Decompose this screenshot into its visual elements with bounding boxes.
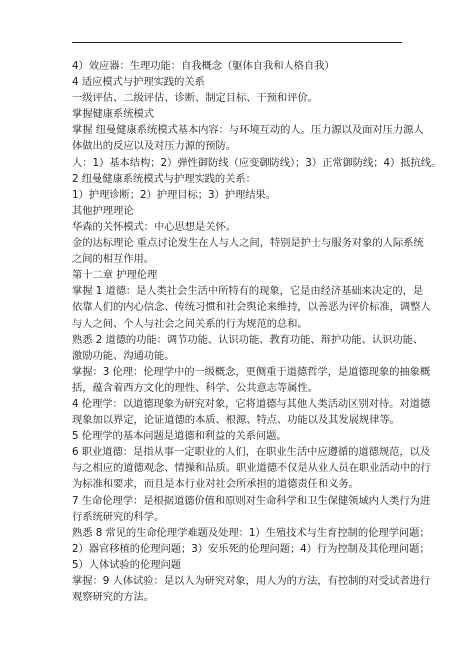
text-line: 2）器官移植的伦理问题；3）安乐死的伦理问题；4）行为控制及其伦理问题； [72,542,430,555]
text-line: 依靠人们的内心信念、传统习惯和社会舆论来维持，以善恶为评价标准，调整人 [72,301,431,314]
text-line: 掌握：9 人体试验：是以人为研究对象，用人为的方法，有控制的对受试者进行 [72,575,431,587]
text-line: 之间的相互作用。 [72,253,154,266]
document-body [72,58,442,605]
text-line: 4）效应器：生理功能：自我概念（躯体自我和人格自我） [72,60,335,72]
text-line: 熟悉 8 常见的生命伦理学难题及处理：1）生殖技术与生育控制的伦理学问题； [72,526,430,539]
text-line: 括，蕴含着西方文化的理性、科学、公共意志等属性。 [72,381,318,394]
text-line: 2 纽曼健康系统模式与护理实践的关系： [72,172,256,185]
text-line: 掌握：3 伦理：伦理学中的一级概念，更侧重于道德哲学，是道德现象的抽象概 [72,365,431,378]
header-rule [72,42,402,43]
text-line: 现象加以界定，论证道德的本质、根源、特点、功能以及其发展规律等。 [72,414,400,427]
text-line: 体做出的反应以及对压力源的预防。 [72,140,236,153]
text-line: 一级评估、二级评估、诊断、制定目标、干预和评价。 [72,92,318,105]
text-line: 4 适应模式与护理实践的关系 [72,76,205,89]
text-line: 第十二章 护理伦理 [72,269,158,282]
text-line: 与人之间、个人与社会之间关系的行为规范的总和。 [72,317,308,330]
text-line: 掌握健康系统模式 [72,108,154,121]
text-line: 行系统研究的科学。 [72,510,165,523]
text-line: 6 职业道德：是指从事一定职业的人们，在职业生活中应遵循的道德规范，以及 [72,446,431,459]
text-line: 7 生命伦理学：是根据道德价值和原则对生命科学和卫生保健领域内人类行为进 [72,494,431,507]
text-line: 熟悉 2 道德的功能：调节功能、认识功能、教育功能、辩护功能、认识功能、 [72,333,424,346]
text-line: 掌握 纽曼健康系统模式基本内容：与环境互动的人。压力源以及面对压力源人 [72,124,424,137]
text-line: 激励功能、沟通功能。 [72,349,175,362]
text-line: 与之相应的道德观念、情操和品质。职业道德不仅是从业人员在职业活动中的行 [72,462,431,475]
text-line: 5 伦理学的基本问题是道德和利益的关系问题。 [72,430,287,443]
text-line: 1）护理诊断；2）护理目标；3）护理结果。 [72,188,276,201]
text-line: 金的达标理论 重点讨论发生在人与人之间，特别是护士与服务对象的人际系统 [72,237,424,250]
text-line: 华森的关怀模式：中心思想是关怀。 [72,220,236,233]
text-line: 其他护理理论 [72,204,134,217]
text-line: 4 伦理学：以道德现象为研究对象，它将道德与其他人类活动区别对待。对道德 [72,397,431,410]
text-line: 5）人体试验的伦理问题 [72,558,181,571]
text-line: 为标准和要求，而且是本行业对社会所承担的道德责任和义务。 [72,478,359,491]
text-line: 掌握 1 道德：是人类社会生活中所特有的现象，它是由经济基础来决定的，是 [72,285,424,298]
text-line: 观察研究的方法。 [72,591,154,604]
text-line: 人：1）基本结构；2）弹性御防线（应变御防线）；3）正常御防线；4）抵抗线。 [72,156,442,169]
